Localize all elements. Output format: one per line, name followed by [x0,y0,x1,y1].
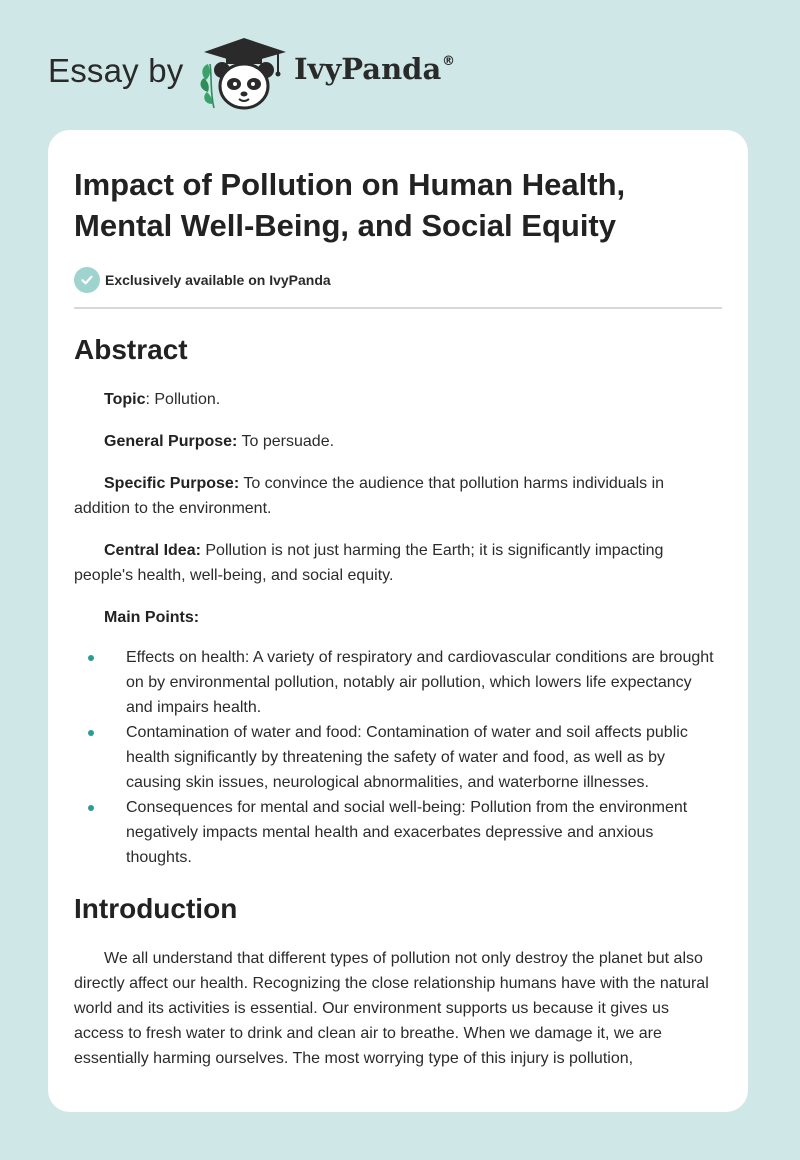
specific-purpose-line [74,471,722,521]
main-point-text: Consequences for mental and social well-being: Pollution from the environment negatively impacts mental health and exacerbates depressive and anxious thoughts. [126,799,688,866]
essay-title: Impact of Pollution on Human Health, Mental Well-Being, and Social Equity [74,167,626,243]
specific-purpose-value: To convince the audience that pollution harms individuals in addition to the environment. [74,475,665,517]
registered-mark: ® [442,54,455,69]
check-icon [74,267,100,293]
divider [74,307,722,309]
brand-prefix: Essay by [48,52,184,89]
topic-value: : Pollution. [145,391,221,408]
introduction-heading: Introduction [74,893,238,924]
bullet-dot-icon [88,730,94,736]
bullet-dot-icon [88,655,94,661]
list-item [126,795,722,870]
main-point-text: Contamination of water and food: Contamination of water and soil affects public health significantly by threatening the safety of water and food, as well as by causing skin issues, neurological abnormalities, and waterborne illnesses. [126,724,688,791]
general-purpose-line [74,429,722,454]
main-point-text: Effects on health: A variety of respiratory and cardiovascular conditions are brought on by environmental pollution, notably air pollution, which lowers life expectancy and impairs health. [126,649,714,716]
bullet-dot-icon [88,805,94,811]
introduction-paragraph: We all understand that different types of pollution not only destroy the planet but also directly affect our health. Recognizing the close relationship humans have with the natural world and its activities is essential. Our environment supports us because it gives us access to fresh water to drink and clean air to breathe. When we damage it, we are essentially harming ourselves. The most worrying type of this injury is pollution, [74,950,709,1067]
list-item [126,645,722,720]
topic-label: Topic [104,391,146,408]
abstract-heading: Abstract [74,334,188,365]
general-purpose-label: General Purpose: [104,433,238,450]
general-purpose-value: To persuade. [237,433,335,450]
main-points-label: Main Points: [104,609,200,626]
list-item [126,720,722,795]
brand-name[interactable]: IvyPanda [294,52,442,86]
central-idea-label: Central Idea: [104,542,201,559]
panda-graduate-icon[interactable] [198,34,290,114]
main-points-list [74,645,722,870]
exclusive-label: Exclusively available on IvyPanda [105,272,331,288]
central-idea-line [74,538,722,588]
exclusive-badge [74,266,722,294]
brand-header [48,28,488,112]
main-points-line [74,605,722,630]
specific-purpose-label: Specific Purpose: [104,475,240,492]
central-idea-value: Pollution is not just harming the Earth; it is significantly impacting people's health, well-being, and social equity. [74,542,664,584]
topic-line [74,387,722,412]
essay-card [48,130,748,1112]
